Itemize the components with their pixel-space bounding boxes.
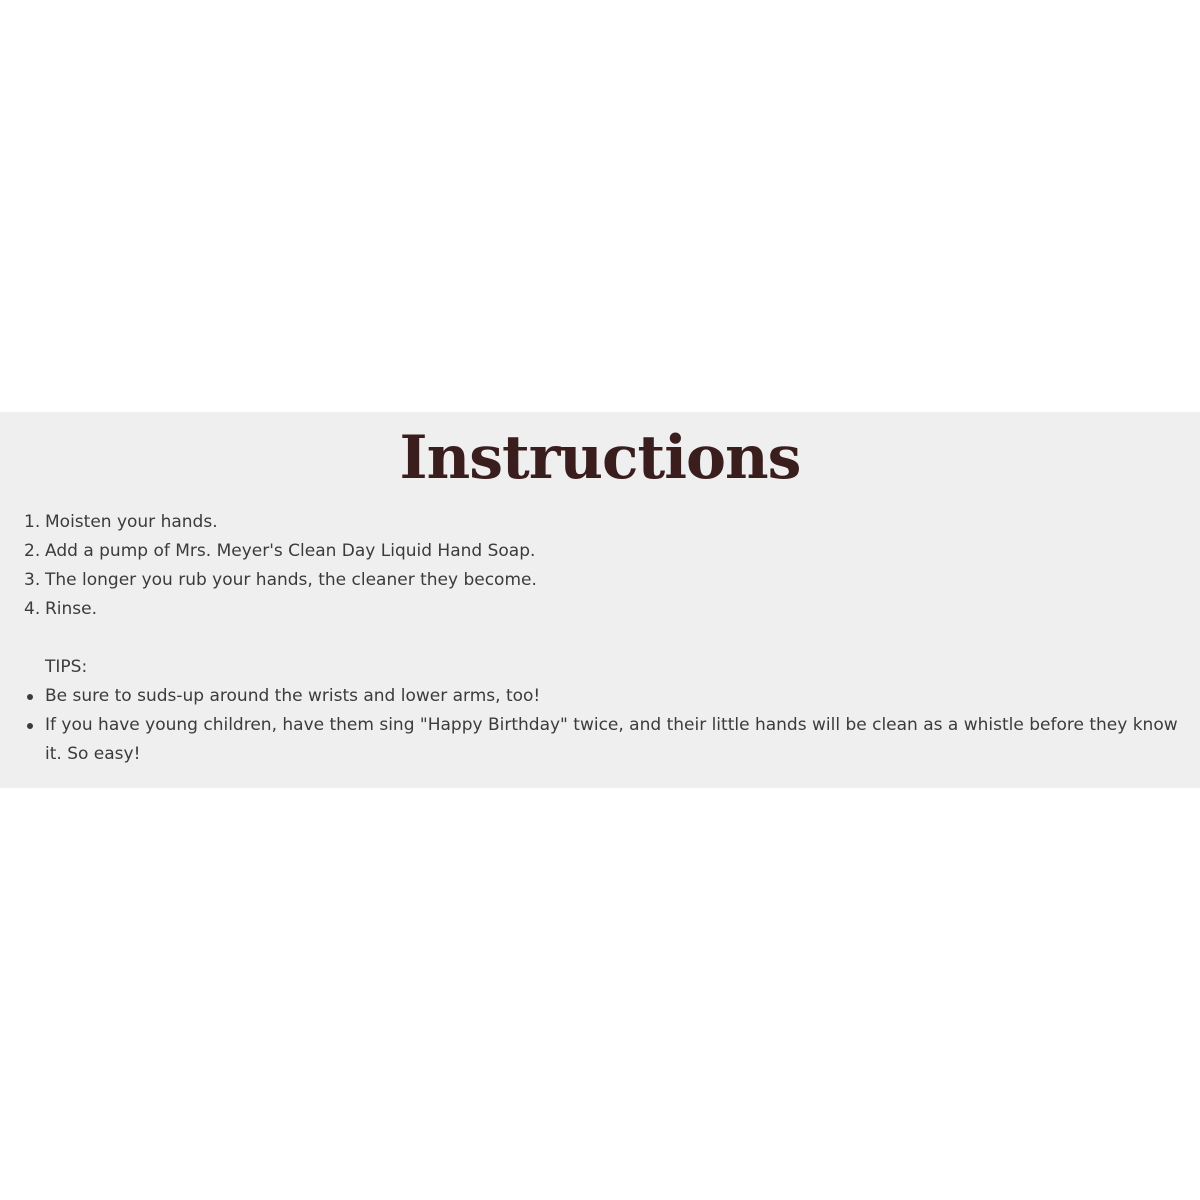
- step-text: Add a pump of Mrs. Meyer's Clean Day Liquid Hand Soap.: [45, 541, 536, 561]
- step-item: [0, 566, 1200, 595]
- tips-list: [0, 682, 1200, 769]
- instructions-content: [0, 508, 1200, 769]
- steps-list: [0, 508, 1200, 624]
- step-text: Rinse.: [45, 599, 98, 619]
- step-number: 3.: [24, 570, 41, 590]
- section-title: Instructions: [399, 423, 801, 493]
- tip-item: If you have young children, have them sing "Happy Birthday" twice, and their little hands will be clean as a whistle before they know it. So easy!: [0, 711, 1200, 769]
- step-item: [0, 595, 1200, 624]
- step-number: 4.: [24, 599, 41, 619]
- spacer: [0, 624, 1200, 653]
- step-item: [0, 508, 1200, 537]
- step-item: [0, 537, 1200, 566]
- instructions-section: [0, 412, 1200, 788]
- step-text: The longer you rub your hands, the cleaner they become.: [45, 570, 537, 590]
- tip-item: Be sure to suds-up around the wrists and lower arms, too!: [0, 682, 1200, 711]
- step-number: 2.: [24, 541, 41, 561]
- step-number: 1.: [24, 512, 41, 532]
- step-text: Moisten your hands.: [45, 512, 218, 532]
- tips-label: TIPS:: [45, 657, 88, 677]
